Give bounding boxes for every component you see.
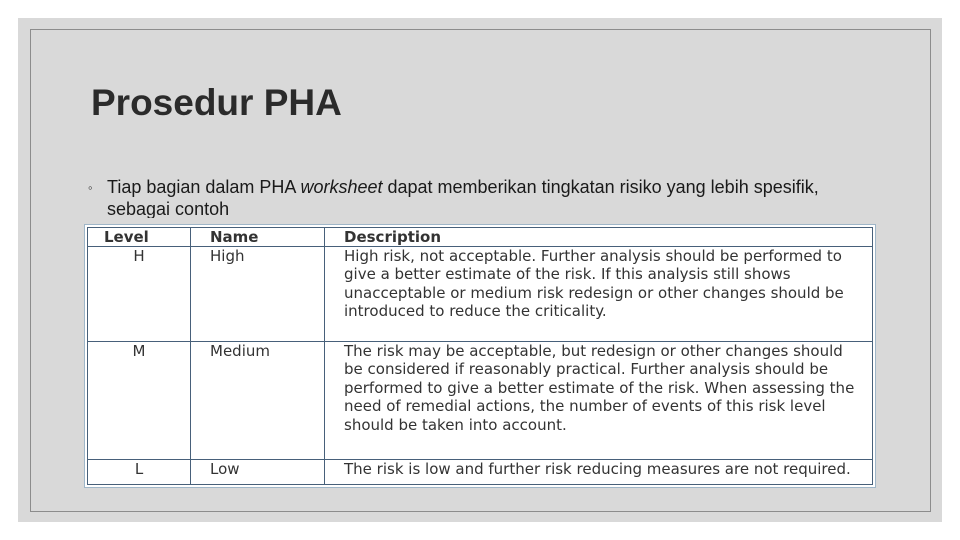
row-description: The risk may be acceptable, but redesign or other changes should be considered if reasonably practical. Further analysis should be performed to give a better estimate of the risk. When assessing the need of remedial actions, the number of events of this risk level should be taken into account.	[325, 341, 873, 459]
row-description: The risk is low and further risk reducing measures are not required.	[325, 460, 873, 485]
table-row	[88, 460, 873, 485]
bullet-text	[107, 176, 877, 218]
table-header-row	[88, 228, 873, 247]
risk-level-table	[87, 227, 873, 485]
slide-title: Prosedur PHA	[91, 82, 342, 123]
row-level: M	[88, 341, 191, 459]
row-description: High risk, not acceptable. Further analysis should be performed to give a better estimate of the risk. If this analysis still shows unacceptable or medium risk redesign or other changes should be introduced to reduce the criticality.	[325, 247, 873, 342]
row-name: Low	[191, 460, 325, 485]
row-name: Medium	[191, 341, 325, 459]
bullet-marker: ◦	[88, 180, 93, 195]
row-level: H	[88, 247, 191, 342]
row-name: High	[191, 247, 325, 342]
header-level: Level	[88, 228, 191, 247]
bullet-item	[88, 176, 878, 218]
table-row	[88, 247, 873, 342]
bullet-text-start: Tiap bagian dalam PHA	[107, 177, 301, 197]
table-row	[88, 341, 873, 459]
header-description: Description	[325, 228, 873, 247]
risk-level-table-image	[84, 224, 876, 488]
header-name: Name	[191, 228, 325, 247]
bullet-text-end: dapat memberikan tingkatan risiko yang lebih spesifik, sebagai contoh	[107, 177, 819, 218]
bullet-text-italic: worksheet	[300, 177, 383, 197]
row-level: L	[88, 460, 191, 485]
